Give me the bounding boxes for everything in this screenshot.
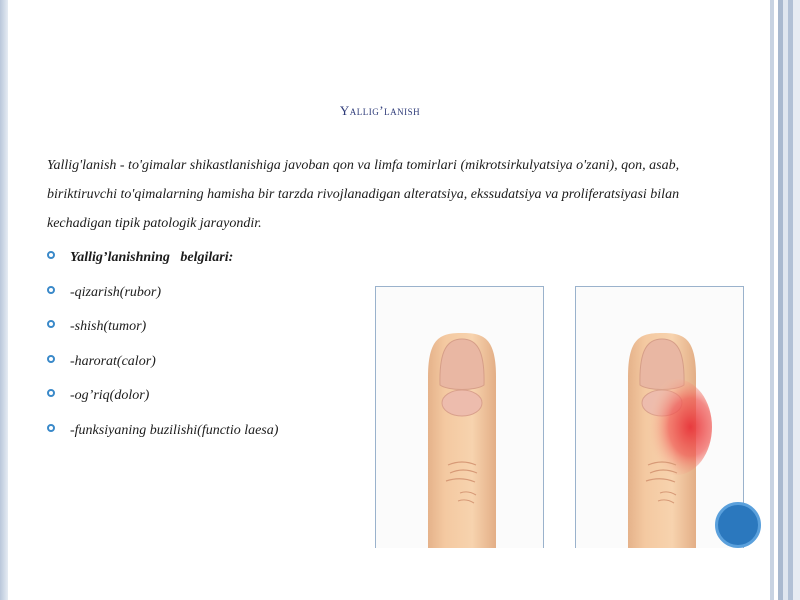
bullet-icon: [47, 389, 55, 397]
decorative-circle: [715, 502, 761, 548]
bullet-icon: [47, 320, 55, 328]
bullet-icon: [47, 286, 55, 294]
inflamed-finger-image: [575, 286, 744, 548]
slide-left-border: [0, 0, 8, 600]
list-item: -qizarish(rubor): [47, 276, 278, 311]
list-item: -shish(tumor): [47, 310, 278, 345]
bullet-icon: [47, 355, 55, 363]
slide-right-border: [766, 0, 800, 600]
normal-finger-image: [375, 286, 544, 548]
bullet-icon: [47, 251, 55, 259]
list-item: -funksiyaning buzilishi(functio laesa): [47, 414, 278, 449]
definition-paragraph: Yallig'lanish - to'gimalar shikastlanishiga javoban qon va limfa tomirlari (mikrotsirkulyatsiya o'zani), qon, asab, biriktiruvchi to'qimalarning hamisha bir tarzda rivojlanadigan alteratsiya, ekssudatsiya va proliferatsiyasi bilan kechadigan tipik patologik jarayondir.: [47, 158, 680, 231]
list-item: -og’riq(dolor): [47, 379, 278, 414]
bullet-icon: [47, 424, 55, 432]
slide-title: Yallig’lanish: [339, 103, 421, 118]
bullet-list: [47, 241, 278, 448]
list-item: -harorat(calor): [47, 345, 278, 380]
list-item: Yallig’lanishning belgilari:: [47, 241, 278, 276]
